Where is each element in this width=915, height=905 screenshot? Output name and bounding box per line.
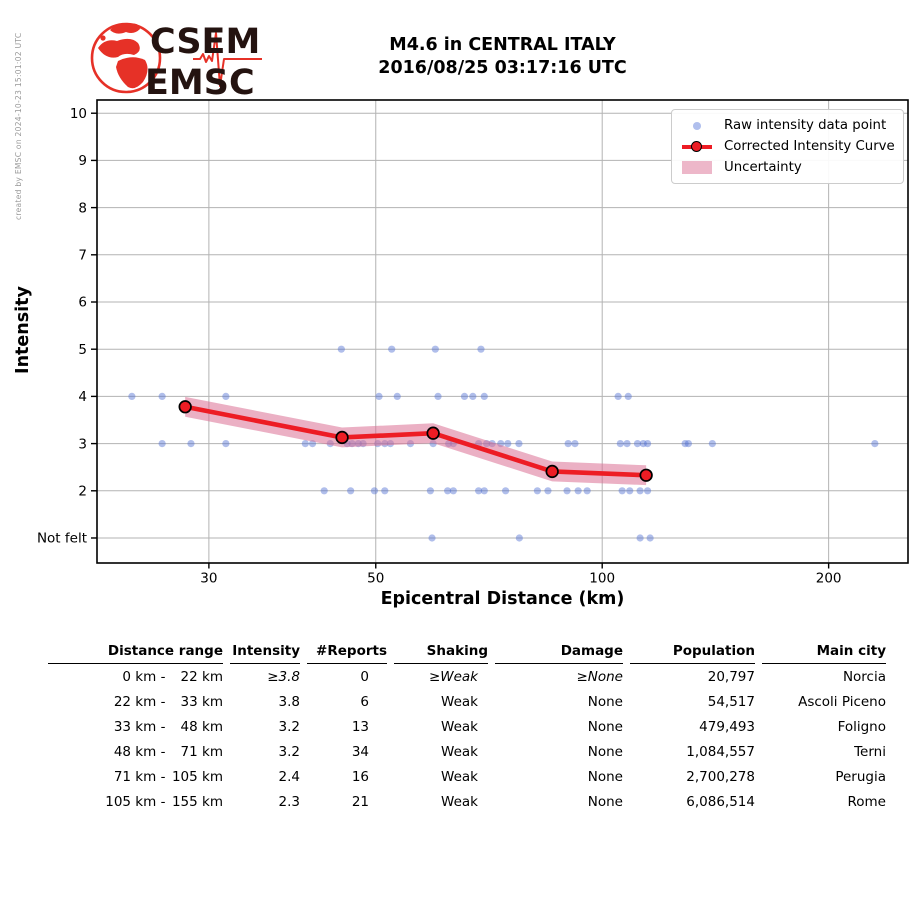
raw-data-point	[461, 393, 468, 400]
table-row	[48, 714, 886, 739]
cell-reports: 0	[360, 668, 369, 685]
impact-summary-table	[41, 638, 893, 814]
cell-intensity: 3.8	[278, 693, 300, 710]
raw-data-point	[428, 534, 435, 541]
raw-data-point	[159, 393, 166, 400]
raw-data-point	[388, 346, 395, 353]
cell-damage: None	[587, 768, 623, 785]
title-line1: M4.6 in CENTRAL ITALY	[389, 35, 616, 55]
x-axis-label: Epicentral Distance (km)	[380, 589, 625, 609]
table-row	[48, 664, 886, 689]
cell-shaking: Weak	[441, 743, 478, 760]
raw-data-point	[625, 393, 632, 400]
curve-point-marker	[546, 466, 558, 478]
y-axis-label: Intensity	[13, 286, 33, 374]
cell-intensity: 3.2	[278, 743, 300, 760]
chart-legend	[671, 109, 904, 184]
cell-main-city: Terni	[854, 743, 886, 760]
raw-data-point	[338, 346, 345, 353]
raw-data-point	[584, 487, 591, 494]
raw-data-point	[544, 487, 551, 494]
cell-shaking: Weak	[441, 718, 478, 735]
raw-data-point	[515, 440, 522, 447]
cell-distance-range: 71 km - 105 km	[113, 768, 223, 785]
title-line2: 2016/08/25 03:17:16 UTC	[378, 58, 627, 78]
curve-point-marker	[179, 401, 191, 413]
raw-data-point	[565, 440, 572, 447]
y-tick-label: 2	[78, 483, 87, 500]
table-row	[48, 689, 886, 714]
cell-reports: 21	[351, 793, 369, 810]
raw-data-point	[477, 346, 484, 353]
raw-data-point	[469, 393, 476, 400]
curve-line-icon	[678, 138, 716, 156]
raw-data-point	[159, 440, 166, 447]
raw-data-point	[644, 440, 651, 447]
credit-text: created by EMSC on 2024-10-23 15:01:02 UTC	[14, 32, 23, 220]
raw-data-point	[394, 393, 401, 400]
raw-data-point	[617, 440, 624, 447]
cell-damage: None	[587, 718, 623, 735]
cell-intensity: 2.4	[278, 768, 300, 785]
col-header-main-city: Main city	[762, 638, 886, 664]
cell-distance-range: 48 km - 71 km	[113, 743, 223, 760]
raw-data-point	[427, 487, 434, 494]
legend-item-curve	[678, 136, 895, 157]
curve-point-marker	[640, 469, 652, 481]
col-header-damage: Damage	[495, 638, 623, 664]
cell-main-city: Rome	[847, 793, 886, 810]
curve-point-marker	[427, 427, 439, 439]
uncertainty-band-icon	[678, 159, 716, 177]
raw-data-point	[504, 440, 511, 447]
raw-data-point	[321, 487, 328, 494]
raw-data-point	[644, 487, 651, 494]
raw-data-point	[647, 534, 654, 541]
col-header-reports: #Reports	[307, 638, 387, 664]
raw-data-point	[516, 534, 523, 541]
cell-population: 20,797	[707, 668, 755, 685]
cell-main-city: Perugia	[835, 768, 886, 785]
raw-data-point	[432, 346, 439, 353]
raw-data-point	[709, 440, 716, 447]
y-tick-label: 10	[69, 105, 87, 122]
cell-population: 2,700,278	[686, 768, 755, 785]
cell-damage: ≥None	[576, 668, 623, 685]
table-header-row	[48, 638, 886, 664]
raw-data-point	[371, 487, 378, 494]
raw-data-point	[563, 487, 570, 494]
raw-data-point	[871, 440, 878, 447]
raw-data-point	[575, 487, 582, 494]
raw-data-point	[502, 487, 509, 494]
cell-distance-range: 33 km - 48 km	[113, 718, 223, 735]
logo-text-emsc: EMSC	[145, 63, 255, 103]
raw-data-point	[636, 534, 643, 541]
cell-main-city: Foligno	[837, 718, 886, 735]
cell-reports: 34	[351, 743, 369, 760]
col-header-intensity: Intensity	[230, 638, 300, 664]
raw-data-point	[375, 393, 382, 400]
logo-text-csem: CSEM	[150, 22, 261, 62]
raw-data-point	[636, 487, 643, 494]
curve-point-marker	[336, 432, 348, 444]
cell-damage: None	[587, 793, 623, 810]
col-header-population: Population	[630, 638, 755, 664]
legend-label-raw: Raw intensity data point	[724, 118, 887, 133]
legend-item-uncertainty	[678, 157, 895, 178]
cell-population: 6,086,514	[686, 793, 755, 810]
cell-intensity: 3.2	[278, 718, 300, 735]
raw-data-point	[187, 440, 194, 447]
col-header-distance-range: Distance range	[48, 638, 223, 664]
x-tick-label: 50	[367, 570, 385, 587]
y-tick-label: 7	[78, 247, 87, 264]
y-tick-label: 6	[78, 294, 87, 311]
cell-shaking: ≥Weak	[428, 668, 478, 685]
cell-distance-range: 22 km - 33 km	[113, 693, 223, 710]
cell-intensity: ≥3.8	[267, 668, 300, 685]
raw-data-point	[481, 487, 488, 494]
cell-reports: 16	[351, 768, 369, 785]
cell-shaking: Weak	[441, 793, 478, 810]
raw-data-point	[685, 440, 692, 447]
y-tick-label: 9	[78, 153, 87, 170]
table-row	[48, 764, 886, 789]
raw-data-point	[615, 393, 622, 400]
table-row	[48, 739, 886, 764]
raw-data-point	[222, 393, 229, 400]
cell-main-city: Ascoli Piceno	[798, 693, 886, 710]
raw-data-point	[434, 393, 441, 400]
raw-point-icon	[678, 117, 716, 135]
raw-data-point	[626, 487, 633, 494]
y-tick-label: 5	[78, 341, 87, 358]
cell-intensity: 2.3	[278, 793, 300, 810]
x-tick-label: 30	[200, 570, 218, 587]
cell-reports: 6	[360, 693, 369, 710]
x-tick-label: 200	[815, 570, 842, 587]
cell-population: 479,493	[699, 718, 755, 735]
legend-label-curve: Corrected Intensity Curve	[724, 139, 895, 154]
cell-distance-range: 105 km - 155 km	[105, 793, 223, 810]
cell-damage: None	[587, 743, 623, 760]
cell-population: 1,084,557	[686, 743, 755, 760]
raw-data-point	[302, 440, 309, 447]
table-row	[48, 789, 886, 814]
cell-shaking: Weak	[441, 768, 478, 785]
y-tick-label: 8	[78, 200, 87, 217]
cell-population: 54,517	[707, 693, 755, 710]
cell-shaking: Weak	[441, 693, 478, 710]
raw-data-point	[619, 487, 626, 494]
cell-reports: 13	[351, 718, 369, 735]
raw-data-point	[347, 487, 354, 494]
y-tick-label: 4	[78, 389, 87, 406]
x-tick-label: 100	[589, 570, 616, 587]
raw-data-point	[450, 487, 457, 494]
raw-data-point	[381, 487, 388, 494]
cell-distance-range: 0 km - 22 km	[122, 668, 223, 685]
col-header-shaking: Shaking	[394, 638, 488, 664]
y-tick-label: 3	[78, 436, 87, 453]
cell-damage: None	[587, 693, 623, 710]
raw-data-point	[128, 393, 135, 400]
raw-data-point	[623, 440, 630, 447]
raw-data-point	[571, 440, 578, 447]
cell-main-city: Norcia	[842, 668, 886, 685]
legend-item-raw	[678, 115, 895, 136]
raw-data-point	[222, 440, 229, 447]
y-tick-label: Not felt	[36, 530, 87, 547]
raw-data-point	[534, 487, 541, 494]
raw-data-point	[481, 393, 488, 400]
legend-label-uncertainty: Uncertainty	[724, 160, 802, 175]
